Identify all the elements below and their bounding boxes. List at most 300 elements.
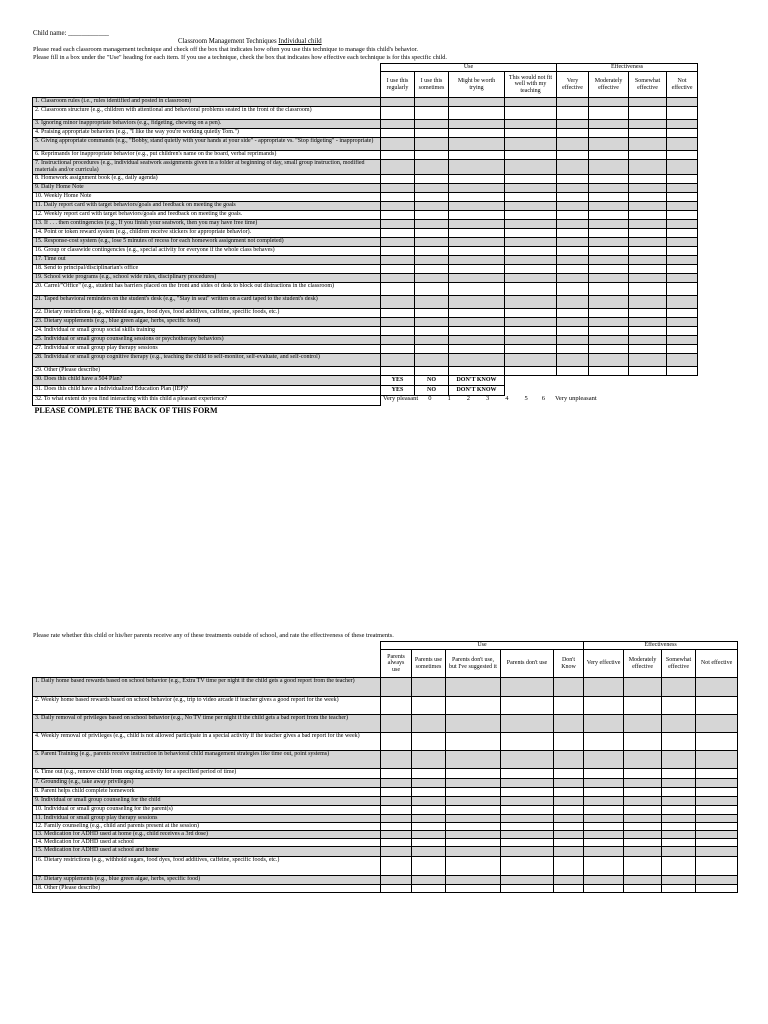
- response-checkbox[interactable]: [662, 857, 696, 876]
- response-checkbox[interactable]: [624, 847, 662, 857]
- response-checkbox[interactable]: [381, 283, 415, 296]
- response-checkbox[interactable]: [449, 238, 505, 247]
- response-checkbox[interactable]: [505, 211, 557, 220]
- response-checkbox[interactable]: [584, 847, 624, 857]
- response-checkbox[interactable]: [415, 247, 449, 256]
- response-checkbox[interactable]: [696, 831, 738, 839]
- response-checkbox[interactable]: [589, 160, 629, 175]
- response-checkbox[interactable]: [584, 779, 624, 788]
- response-checkbox[interactable]: [501, 769, 554, 779]
- response-checkbox[interactable]: [381, 876, 412, 885]
- response-checkbox[interactable]: [415, 283, 449, 296]
- response-checkbox[interactable]: [501, 788, 554, 797]
- response-checkbox[interactable]: [415, 274, 449, 283]
- response-checkbox[interactable]: [505, 151, 557, 160]
- response-checkbox[interactable]: [629, 220, 667, 229]
- response-checkbox[interactable]: [446, 815, 501, 823]
- response-checkbox[interactable]: [501, 876, 554, 885]
- response-checkbox[interactable]: [589, 129, 629, 138]
- response-checkbox[interactable]: [589, 318, 629, 327]
- response-checkbox[interactable]: [449, 98, 505, 107]
- response-checkbox[interactable]: [381, 769, 412, 779]
- response-checkbox[interactable]: [557, 220, 589, 229]
- response-checkbox[interactable]: [412, 847, 446, 857]
- response-checkbox[interactable]: [415, 129, 449, 138]
- response-checkbox[interactable]: [629, 309, 667, 318]
- response-checkbox[interactable]: [584, 831, 624, 839]
- response-checkbox[interactable]: [415, 336, 449, 345]
- response-checkbox[interactable]: [446, 697, 501, 715]
- response-checkbox[interactable]: [501, 839, 554, 847]
- response-checkbox[interactable]: [505, 296, 557, 309]
- response-checkbox[interactable]: [415, 345, 449, 354]
- response-checkbox[interactable]: [415, 296, 449, 309]
- response-checkbox[interactable]: [557, 193, 589, 202]
- response-checkbox[interactable]: [381, 193, 415, 202]
- response-checkbox[interactable]: [557, 98, 589, 107]
- response-checkbox[interactable]: [412, 839, 446, 847]
- response-checkbox[interactable]: [446, 779, 501, 788]
- response-checkbox[interactable]: [415, 160, 449, 175]
- response-checkbox[interactable]: [505, 256, 557, 265]
- response-checkbox[interactable]: [557, 318, 589, 327]
- response-checkbox[interactable]: [381, 815, 412, 823]
- response-checkbox[interactable]: [554, 769, 584, 779]
- scale-point[interactable]: 2: [466, 395, 470, 402]
- response-checkbox[interactable]: [554, 678, 584, 697]
- response-checkbox[interactable]: [696, 806, 738, 815]
- response-checkbox[interactable]: [589, 202, 629, 211]
- response-checkbox[interactable]: [381, 309, 415, 318]
- response-checkbox[interactable]: [557, 256, 589, 265]
- response-checkbox[interactable]: [505, 318, 557, 327]
- response-checkbox[interactable]: [667, 98, 698, 107]
- response-checkbox[interactable]: [449, 175, 505, 184]
- response-checkbox[interactable]: [505, 283, 557, 296]
- response-checkbox[interactable]: [412, 831, 446, 839]
- response-checkbox[interactable]: [501, 847, 554, 857]
- response-checkbox[interactable]: [381, 107, 415, 120]
- response-checkbox[interactable]: [667, 202, 698, 211]
- response-checkbox[interactable]: [667, 327, 698, 336]
- response-checkbox[interactable]: [505, 345, 557, 354]
- response-checkbox[interactable]: [449, 327, 505, 336]
- response-checkbox[interactable]: [629, 98, 667, 107]
- response-checkbox[interactable]: [696, 697, 738, 715]
- response-checkbox[interactable]: [554, 885, 584, 893]
- response-checkbox[interactable]: [629, 354, 667, 367]
- response-checkbox[interactable]: [589, 309, 629, 318]
- response-checkbox[interactable]: [662, 788, 696, 797]
- response-checkbox[interactable]: [415, 220, 449, 229]
- response-checkbox[interactable]: [501, 857, 554, 876]
- response-checkbox[interactable]: [449, 129, 505, 138]
- response-checkbox[interactable]: [446, 831, 501, 839]
- response-checkbox[interactable]: [584, 797, 624, 806]
- response-checkbox[interactable]: [449, 211, 505, 220]
- response-checkbox[interactable]: [696, 769, 738, 779]
- response-checkbox[interactable]: [624, 857, 662, 876]
- response-checkbox[interactable]: [624, 788, 662, 797]
- response-checkbox[interactable]: [624, 839, 662, 847]
- response-checkbox[interactable]: [446, 857, 501, 876]
- scale-point[interactable]: 3: [485, 395, 490, 402]
- response-checkbox[interactable]: [412, 697, 446, 715]
- response-checkbox[interactable]: [501, 678, 554, 697]
- response-checkbox[interactable]: [557, 265, 589, 274]
- response-checkbox[interactable]: [667, 211, 698, 220]
- response-checkbox[interactable]: [624, 751, 662, 769]
- response-checkbox[interactable]: [696, 678, 738, 697]
- response-checkbox[interactable]: [584, 806, 624, 815]
- response-checkbox[interactable]: [589, 238, 629, 247]
- response-checkbox[interactable]: [662, 797, 696, 806]
- dont-know-option[interactable]: DON'T KNOW: [449, 386, 505, 396]
- response-checkbox[interactable]: [557, 247, 589, 256]
- scale-point[interactable]: 6: [541, 395, 545, 402]
- response-checkbox[interactable]: [501, 831, 554, 839]
- response-checkbox[interactable]: [449, 193, 505, 202]
- response-checkbox[interactable]: [584, 715, 624, 733]
- response-checkbox[interactable]: [381, 345, 415, 354]
- response-checkbox[interactable]: [589, 345, 629, 354]
- response-checkbox[interactable]: [554, 779, 584, 788]
- response-checkbox[interactable]: [449, 274, 505, 283]
- response-checkbox[interactable]: [589, 98, 629, 107]
- response-checkbox[interactable]: [662, 823, 696, 831]
- response-checkbox[interactable]: [667, 238, 698, 247]
- dont-know-option[interactable]: DON'T KNOW: [449, 376, 505, 386]
- response-checkbox[interactable]: [589, 354, 629, 367]
- response-checkbox[interactable]: [415, 309, 449, 318]
- response-checkbox[interactable]: [381, 256, 415, 265]
- response-checkbox[interactable]: [629, 247, 667, 256]
- response-checkbox[interactable]: [381, 733, 412, 751]
- response-checkbox[interactable]: [381, 847, 412, 857]
- response-checkbox[interactable]: [696, 885, 738, 893]
- response-checkbox[interactable]: [667, 120, 698, 129]
- response-checkbox[interactable]: [505, 354, 557, 367]
- response-checkbox[interactable]: [446, 751, 501, 769]
- response-checkbox[interactable]: [624, 806, 662, 815]
- response-checkbox[interactable]: [629, 229, 667, 238]
- response-checkbox[interactable]: [415, 175, 449, 184]
- response-checkbox[interactable]: [554, 847, 584, 857]
- response-checkbox[interactable]: [501, 885, 554, 893]
- response-checkbox[interactable]: [589, 265, 629, 274]
- response-checkbox[interactable]: [505, 327, 557, 336]
- response-checkbox[interactable]: [557, 336, 589, 345]
- response-checkbox[interactable]: [589, 151, 629, 160]
- response-checkbox[interactable]: [415, 184, 449, 193]
- response-checkbox[interactable]: [629, 336, 667, 345]
- yes-option[interactable]: YES: [381, 386, 415, 396]
- response-checkbox[interactable]: [554, 876, 584, 885]
- response-checkbox[interactable]: [589, 220, 629, 229]
- response-checkbox[interactable]: [505, 138, 557, 151]
- response-checkbox[interactable]: [667, 107, 698, 120]
- response-checkbox[interactable]: [667, 354, 698, 367]
- response-checkbox[interactable]: [629, 327, 667, 336]
- response-checkbox[interactable]: [696, 839, 738, 847]
- response-checkbox[interactable]: [584, 788, 624, 797]
- response-checkbox[interactable]: [696, 847, 738, 857]
- response-checkbox[interactable]: [662, 779, 696, 788]
- response-checkbox[interactable]: [415, 327, 449, 336]
- response-checkbox[interactable]: [381, 823, 412, 831]
- response-checkbox[interactable]: [381, 751, 412, 769]
- response-checkbox[interactable]: [629, 193, 667, 202]
- response-checkbox[interactable]: [501, 815, 554, 823]
- response-checkbox[interactable]: [557, 202, 589, 211]
- response-checkbox[interactable]: [629, 238, 667, 247]
- response-checkbox[interactable]: [505, 160, 557, 175]
- response-checkbox[interactable]: [662, 733, 696, 751]
- response-checkbox[interactable]: [415, 120, 449, 129]
- response-checkbox[interactable]: [554, 751, 584, 769]
- response-checkbox[interactable]: [381, 839, 412, 847]
- response-checkbox[interactable]: [505, 265, 557, 274]
- response-checkbox[interactable]: [667, 138, 698, 151]
- response-checkbox[interactable]: [505, 120, 557, 129]
- response-checkbox[interactable]: [624, 779, 662, 788]
- response-checkbox[interactable]: [662, 715, 696, 733]
- response-checkbox[interactable]: [662, 806, 696, 815]
- response-checkbox[interactable]: [662, 678, 696, 697]
- response-checkbox[interactable]: [446, 806, 501, 815]
- response-checkbox[interactable]: [446, 823, 501, 831]
- response-checkbox[interactable]: [554, 697, 584, 715]
- response-checkbox[interactable]: [381, 788, 412, 797]
- response-checkbox[interactable]: [381, 831, 412, 839]
- response-checkbox[interactable]: [696, 797, 738, 806]
- response-checkbox[interactable]: [667, 274, 698, 283]
- response-checkbox[interactable]: [667, 229, 698, 238]
- response-checkbox[interactable]: [449, 309, 505, 318]
- response-checkbox[interactable]: [667, 336, 698, 345]
- response-checkbox[interactable]: [629, 211, 667, 220]
- response-checkbox[interactable]: [696, 857, 738, 876]
- response-checkbox[interactable]: [589, 327, 629, 336]
- response-checkbox[interactable]: [505, 98, 557, 107]
- response-checkbox[interactable]: [584, 839, 624, 847]
- response-checkbox[interactable]: [501, 715, 554, 733]
- response-checkbox[interactable]: [557, 211, 589, 220]
- response-checkbox[interactable]: [584, 769, 624, 779]
- response-checkbox[interactable]: [381, 678, 412, 697]
- response-checkbox[interactable]: [412, 823, 446, 831]
- response-checkbox[interactable]: [584, 733, 624, 751]
- response-checkbox[interactable]: [629, 129, 667, 138]
- response-checkbox[interactable]: [662, 885, 696, 893]
- response-checkbox[interactable]: [446, 797, 501, 806]
- response-checkbox[interactable]: [696, 815, 738, 823]
- response-checkbox[interactable]: [449, 247, 505, 256]
- response-checkbox[interactable]: [589, 120, 629, 129]
- response-checkbox[interactable]: [554, 823, 584, 831]
- response-checkbox[interactable]: [667, 256, 698, 265]
- response-checkbox[interactable]: [449, 151, 505, 160]
- response-checkbox[interactable]: [667, 345, 698, 354]
- response-checkbox[interactable]: [624, 797, 662, 806]
- response-checkbox[interactable]: [381, 229, 415, 238]
- response-checkbox[interactable]: [589, 184, 629, 193]
- response-checkbox[interactable]: [381, 857, 412, 876]
- response-checkbox[interactable]: [667, 318, 698, 327]
- response-checkbox[interactable]: [449, 318, 505, 327]
- response-checkbox[interactable]: [554, 733, 584, 751]
- response-checkbox[interactable]: [696, 788, 738, 797]
- response-checkbox[interactable]: [505, 202, 557, 211]
- response-checkbox[interactable]: [624, 831, 662, 839]
- response-checkbox[interactable]: [629, 151, 667, 160]
- response-checkbox[interactable]: [557, 120, 589, 129]
- response-checkbox[interactable]: [589, 107, 629, 120]
- response-checkbox[interactable]: [446, 876, 501, 885]
- response-checkbox[interactable]: [667, 184, 698, 193]
- no-option[interactable]: NO: [415, 376, 449, 386]
- response-checkbox[interactable]: [449, 229, 505, 238]
- response-checkbox[interactable]: [557, 367, 589, 376]
- response-checkbox[interactable]: [629, 274, 667, 283]
- response-checkbox[interactable]: [557, 238, 589, 247]
- response-checkbox[interactable]: [624, 823, 662, 831]
- response-checkbox[interactable]: [501, 697, 554, 715]
- response-checkbox[interactable]: [584, 885, 624, 893]
- response-checkbox[interactable]: [449, 107, 505, 120]
- response-checkbox[interactable]: [629, 202, 667, 211]
- response-checkbox[interactable]: [412, 678, 446, 697]
- response-checkbox[interactable]: [381, 138, 415, 151]
- response-checkbox[interactable]: [667, 151, 698, 160]
- response-checkbox[interactable]: [696, 715, 738, 733]
- response-checkbox[interactable]: [412, 815, 446, 823]
- response-checkbox[interactable]: [667, 309, 698, 318]
- response-checkbox[interactable]: [629, 107, 667, 120]
- response-checkbox[interactable]: [696, 751, 738, 769]
- response-checkbox[interactable]: [412, 715, 446, 733]
- response-checkbox[interactable]: [629, 283, 667, 296]
- response-checkbox[interactable]: [415, 151, 449, 160]
- response-checkbox[interactable]: [505, 193, 557, 202]
- response-checkbox[interactable]: [589, 211, 629, 220]
- response-checkbox[interactable]: [381, 697, 412, 715]
- response-checkbox[interactable]: [505, 229, 557, 238]
- response-checkbox[interactable]: [557, 129, 589, 138]
- response-checkbox[interactable]: [505, 129, 557, 138]
- response-checkbox[interactable]: [557, 175, 589, 184]
- response-checkbox[interactable]: [554, 839, 584, 847]
- response-checkbox[interactable]: [554, 788, 584, 797]
- response-checkbox[interactable]: [449, 256, 505, 265]
- response-checkbox[interactable]: [554, 815, 584, 823]
- response-checkbox[interactable]: [662, 769, 696, 779]
- response-checkbox[interactable]: [696, 823, 738, 831]
- response-checkbox[interactable]: [415, 211, 449, 220]
- response-checkbox[interactable]: [381, 318, 415, 327]
- response-checkbox[interactable]: [629, 367, 667, 376]
- response-checkbox[interactable]: [449, 120, 505, 129]
- response-checkbox[interactable]: [505, 238, 557, 247]
- response-checkbox[interactable]: [381, 265, 415, 274]
- response-checkbox[interactable]: [446, 788, 501, 797]
- response-checkbox[interactable]: [584, 823, 624, 831]
- response-checkbox[interactable]: [449, 367, 505, 376]
- response-checkbox[interactable]: [589, 296, 629, 309]
- response-checkbox[interactable]: [415, 98, 449, 107]
- response-checkbox[interactable]: [624, 733, 662, 751]
- response-checkbox[interactable]: [589, 274, 629, 283]
- response-checkbox[interactable]: [415, 138, 449, 151]
- response-checkbox[interactable]: [412, 733, 446, 751]
- no-option[interactable]: NO: [415, 386, 449, 396]
- response-checkbox[interactable]: [557, 354, 589, 367]
- response-checkbox[interactable]: [501, 806, 554, 815]
- response-checkbox[interactable]: [557, 138, 589, 151]
- response-checkbox[interactable]: [505, 107, 557, 120]
- response-checkbox[interactable]: [412, 806, 446, 815]
- response-checkbox[interactable]: [381, 129, 415, 138]
- response-checkbox[interactable]: [667, 296, 698, 309]
- response-checkbox[interactable]: [667, 247, 698, 256]
- response-checkbox[interactable]: [415, 202, 449, 211]
- response-checkbox[interactable]: [381, 715, 412, 733]
- response-checkbox[interactable]: [667, 175, 698, 184]
- response-checkbox[interactable]: [381, 247, 415, 256]
- response-checkbox[interactable]: [557, 309, 589, 318]
- response-checkbox[interactable]: [446, 885, 501, 893]
- response-checkbox[interactable]: [662, 847, 696, 857]
- response-checkbox[interactable]: [449, 265, 505, 274]
- yes-option[interactable]: YES: [381, 376, 415, 386]
- response-checkbox[interactable]: [412, 876, 446, 885]
- response-checkbox[interactable]: [696, 733, 738, 751]
- response-checkbox[interactable]: [629, 138, 667, 151]
- response-checkbox[interactable]: [412, 885, 446, 893]
- response-checkbox[interactable]: [667, 220, 698, 229]
- response-checkbox[interactable]: [501, 779, 554, 788]
- response-checkbox[interactable]: [501, 823, 554, 831]
- response-checkbox[interactable]: [589, 283, 629, 296]
- response-checkbox[interactable]: [446, 733, 501, 751]
- response-checkbox[interactable]: [381, 202, 415, 211]
- response-checkbox[interactable]: [381, 184, 415, 193]
- response-checkbox[interactable]: [449, 220, 505, 229]
- response-checkbox[interactable]: [584, 678, 624, 697]
- response-checkbox[interactable]: [381, 175, 415, 184]
- response-checkbox[interactable]: [415, 238, 449, 247]
- response-checkbox[interactable]: [501, 751, 554, 769]
- response-checkbox[interactable]: [554, 831, 584, 839]
- response-checkbox[interactable]: [412, 857, 446, 876]
- response-checkbox[interactable]: [505, 247, 557, 256]
- response-checkbox[interactable]: [381, 367, 415, 376]
- response-checkbox[interactable]: [624, 769, 662, 779]
- response-checkbox[interactable]: [415, 265, 449, 274]
- response-checkbox[interactable]: [505, 336, 557, 345]
- response-checkbox[interactable]: [449, 160, 505, 175]
- response-checkbox[interactable]: [505, 184, 557, 193]
- response-checkbox[interactable]: [381, 160, 415, 175]
- response-checkbox[interactable]: [505, 309, 557, 318]
- response-checkbox[interactable]: [412, 769, 446, 779]
- response-checkbox[interactable]: [412, 788, 446, 797]
- response-checkbox[interactable]: [415, 107, 449, 120]
- response-checkbox[interactable]: [505, 274, 557, 283]
- response-checkbox[interactable]: [446, 678, 501, 697]
- response-checkbox[interactable]: [449, 345, 505, 354]
- response-checkbox[interactable]: [415, 229, 449, 238]
